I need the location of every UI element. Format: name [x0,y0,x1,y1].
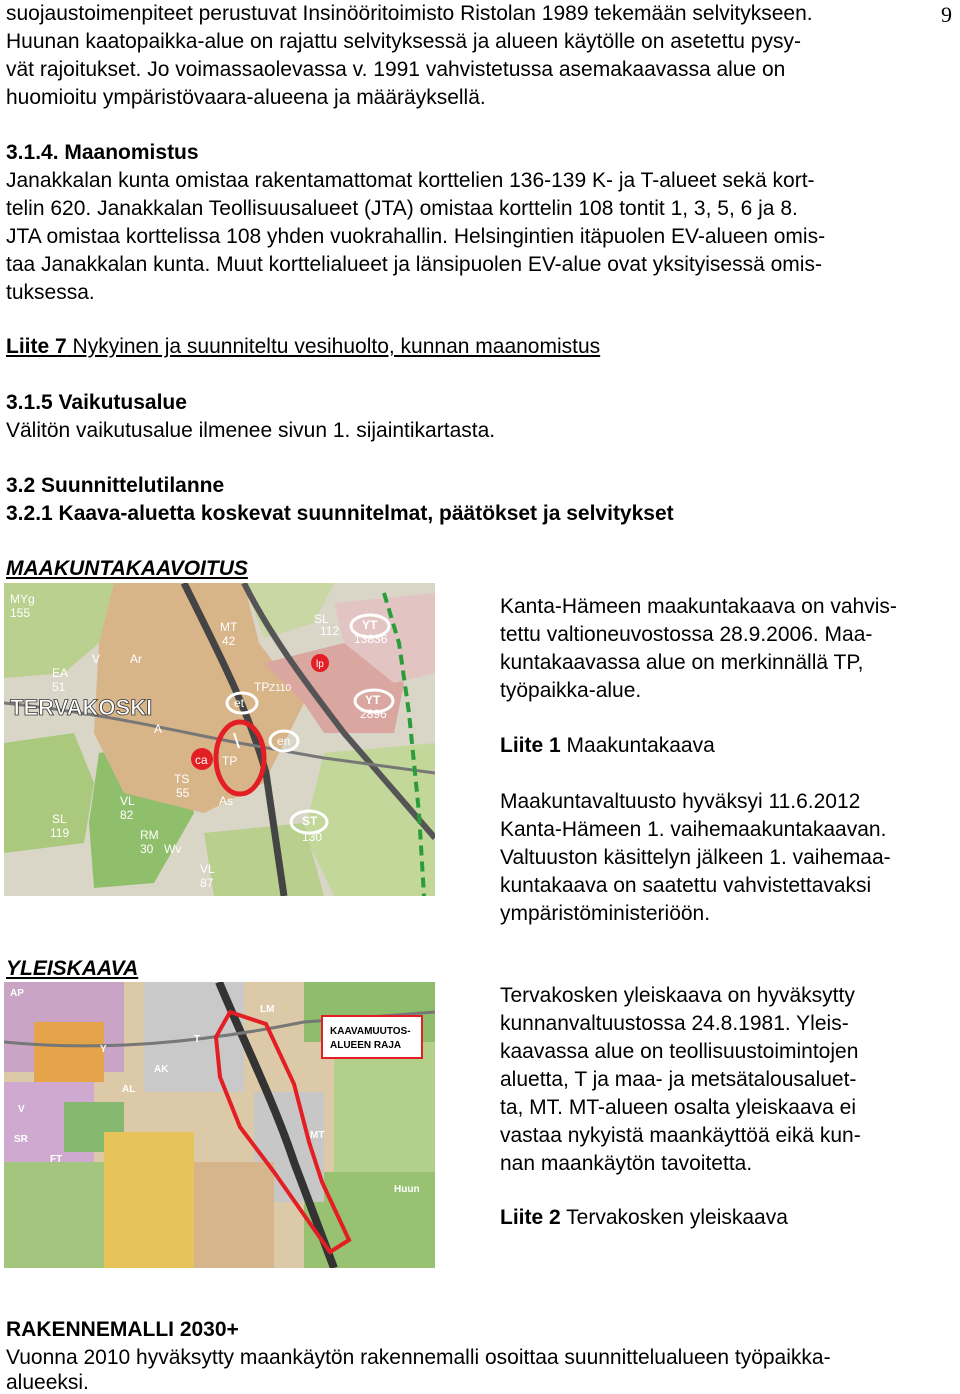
yleiskaava-para-line-2: kunnanvaltuustossa 24.8.1981. Yleis- [500,1012,849,1035]
ymap-label-y: Y [100,1044,107,1055]
map-label-82: 82 [120,808,134,822]
map-label-a: A [154,722,163,736]
map-label-wv: Wv [164,842,182,856]
maakuntakaavoitus-title: MAAKUNTAKAAVOITUS [6,557,248,580]
map-label-myg: MYg [10,592,35,606]
map-label-v: V [92,652,101,666]
map-label-tervakoski: TERVAKOSKI [10,695,153,720]
map-box-line-2: ALUEEN RAJA [330,1040,402,1051]
map-label-tp: TP [254,680,270,694]
yleiskaava-para-line-5: ta, MT. MT-alueen osalta yleiskaava ei [500,1096,856,1119]
vaihe-para-line-5: ympäristöministeriöön. [500,902,711,925]
section-heading-vaikutusalue: 3.1.5 Vaikutusalue [6,391,187,414]
maanomistus-line-3: JTA omistaa korttelissa 108 yhden vuokrahallin. Helsingintien itäpuolen EV-alueen omis- [6,225,826,248]
map-label-51: 51 [52,680,66,694]
liite-7-label: Liite 7 [6,335,67,358]
yleiskaava-map [4,982,435,1268]
map-box-line-1: KAAVAMUUTOS- [330,1026,411,1037]
vaihe-para-line-2: Kanta-Hämeen 1. vaihemaakuntakaavan. [500,818,887,841]
map-label-sl119: SL [52,812,67,826]
vaihe-para-line-4: kuntakaava on saatettu vahvistettavaksi [500,874,872,897]
map-label-13836: 13836 [354,632,388,646]
map-label-tp2: TP [222,754,238,768]
map-label-2896: 2896 [360,707,387,721]
yleiskaava-title: YLEISKAAVA [6,957,139,980]
page-number: 9 [941,2,952,27]
liite-1-reference [500,732,715,760]
ymap-label-ak: AK [154,1064,169,1075]
maanomistus-line-5: tuksessa. [6,281,95,304]
map-label-vl: VL [120,794,135,808]
ymap-label-huun: Huun [394,1184,420,1195]
map-label-vl2: VL [200,862,215,876]
maanomistus-line-2: telin 620. Janakkalan Teollisuusalueet (JTA) omistaa korttelin 108 tontit 1, 3, 5, 6 ja 8. [6,197,798,220]
map-label-yt2: YT [365,693,381,707]
maakunta-para-line-4: työpaikka-alue. [500,679,642,702]
liite-2-text: Tervakosken yleiskaava [560,1206,788,1229]
liite-7-reference [6,333,600,361]
map-label-sl112: SL [314,612,329,626]
map-label-55: 55 [176,786,190,800]
intro-line-3: vät rajoitukset. Jo voimassaolevassa v. 1991 vahvistetussa asemakaavassa alue on [6,58,786,81]
map-label-112: 112 [320,624,340,638]
map-label-yt1: YT [362,618,378,632]
intro-line-1: suojaustoimenpiteet perustuvat Insinööritoimisto Ristolan 1989 tekemään selvitykseen. [6,2,813,25]
map-label-st: ST [302,814,318,828]
ymap-label-ft: FT [50,1154,63,1165]
intro-line-2: Huunan kaatopaikka-alue on rajattu selvityksessä ja alueen käytölle on asetettu pysy- [6,30,801,53]
liite-2-reference [500,1204,788,1232]
subsection-heading-kaava: 3.2.1 Kaava-aluetta koskevat suunnitelmat, päätökset ja selvitykset [6,502,674,525]
maakuntakaava-map [4,583,435,896]
ymap-label-sr: SR [14,1134,28,1145]
section-heading-maanomistus: 3.1.4. Maanomistus [6,141,199,164]
ymap-label-al: AL [122,1084,136,1095]
map-label-rm: RM [140,828,159,842]
section-heading-suunnittelutilanne: 3.2 Suunnittelutilanne [6,474,225,497]
map-label-lp: lp [316,659,324,670]
map-label-z110: Z110 [269,683,292,694]
map-label-mt: MT [220,620,238,634]
ymap-label-lm: LM [260,1004,275,1015]
map-label-87: 87 [200,876,214,890]
vaihe-para-line-1: Maakuntavaltuusto hyväksyi 11.6.2012 [500,790,861,813]
ymap-label-mt: MT [310,1130,325,1141]
rakennemalli-line-2: alueeksi. [6,1371,89,1394]
maanomistus-line-4: taa Janakkalan kunta. Muut korttelialueet ja länsipuolen EV-alue ovat yksityisessä omis- [6,253,822,276]
yleiskaava-para-line-4: aluetta, T ja maa- ja metsätalousaluet- [500,1068,857,1091]
map-label-130: 130 [302,830,323,844]
liite-1-text: Maakuntakaava [560,734,715,757]
liite-7-text: Nykyinen ja suunniteltu vesihuolto, kunnan maanomistus [66,335,601,358]
ymap-label-v: V [18,1104,25,1115]
map-label-ar: Ar [130,652,142,666]
map-label-ts: TS [174,772,190,786]
map-label-42: 42 [222,634,236,648]
maanomistus-line-1: Janakkalan kunta omistaa rakentamattomat korttelien 136-139 K- ja T-alueet sekä kort- [6,169,815,192]
map-label-ea: EA [52,666,69,680]
maakunta-para-line-2: tettu valtioneuvostossa 28.9.2006. Maa- [500,623,873,646]
map-label-ca: ca [195,753,208,767]
maakunta-para-line-3: kuntakaavassa alue on merkinnällä TP, [500,651,864,674]
map-label-et: et [234,696,245,710]
map-label-en: en [277,734,291,748]
vaikutusalue-text: Välitön vaikutusalue ilmenee sivun 1. sijaintikartasta. [6,419,496,442]
ymap-label-t: T [194,1034,201,1045]
yleiskaava-para-line-1: Tervakosken yleiskaava on hyväksytty [500,984,855,1007]
ymap-label-ap: AP [10,988,24,999]
map-label-as: As [219,794,234,808]
vaihe-para-line-3: Valtuuston käsittelyn jälkeen 1. vaihemaa- [500,846,891,869]
maakunta-para-line-1: Kanta-Hämeen maakuntakaava on vahvis- [500,595,897,618]
intro-line-4: huomioitu ympäristövaara-alueena ja määräyksellä. [6,86,486,109]
map-label-30: 30 [140,842,154,856]
yleiskaava-para-line-3: kaavassa alue on teollisuustoimintojen [500,1040,859,1063]
map-label-119: 119 [50,826,70,840]
rakennemalli-line-1: Vuonna 2010 hyväksytty maankäytön rakennemalli osoittaa suunnittelualueen työpaikka- [6,1346,831,1369]
yleiskaava-para-line-6: vastaa nykyistä maankäyttöä eikä kun- [500,1124,861,1147]
yleiskaava-para-line-7: nan maankäytön tavoitetta. [500,1152,753,1175]
rakennemalli-heading: RAKENNEMALLI 2030+ [6,1318,239,1341]
liite-2-label: Liite 2 [500,1206,561,1229]
liite-1-label: Liite 1 [500,734,561,757]
map-label-155: 155 [10,606,31,620]
